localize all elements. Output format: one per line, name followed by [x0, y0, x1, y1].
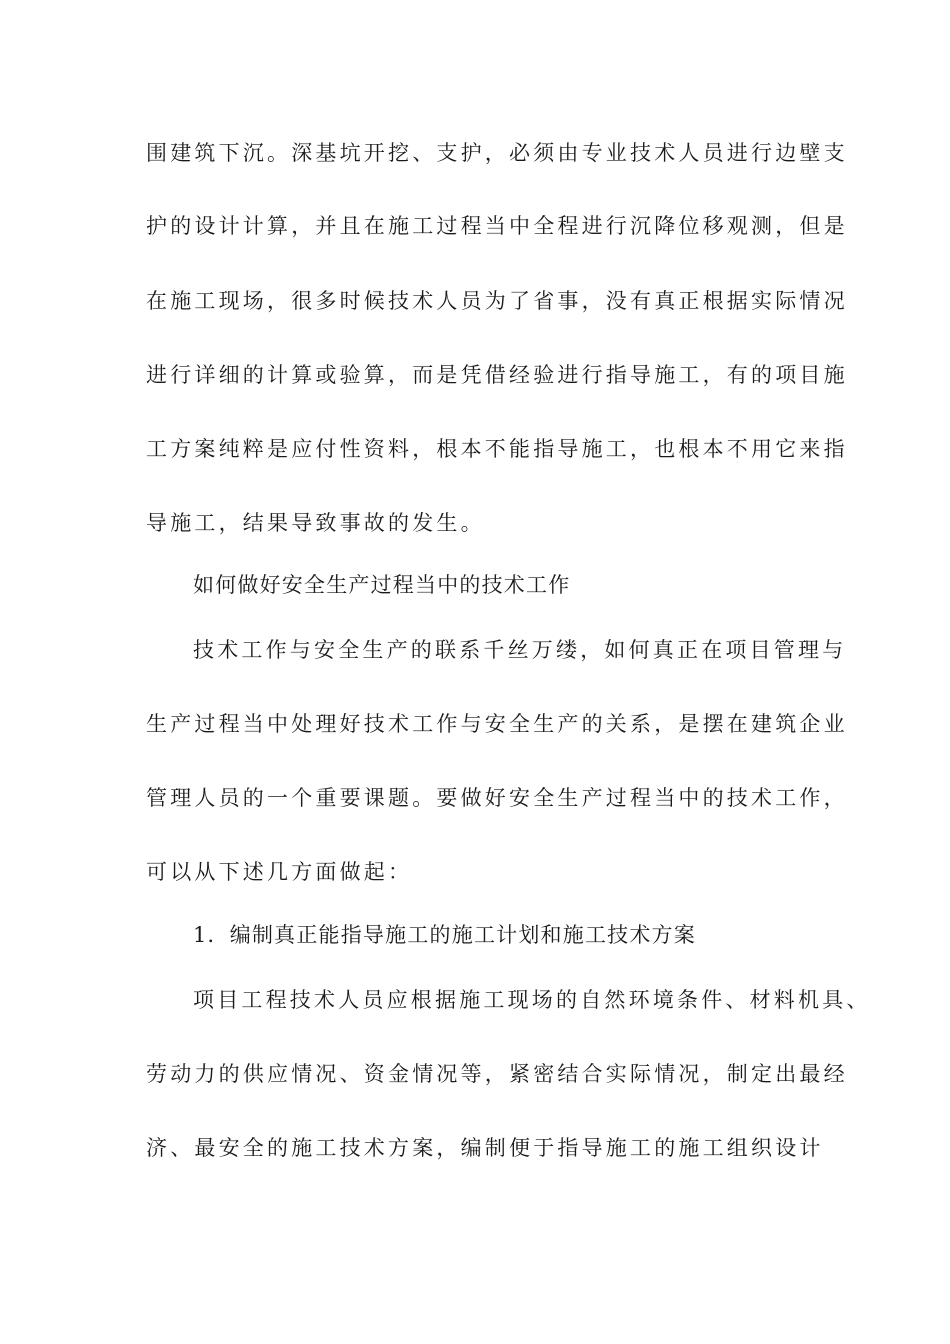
- paragraph-line: 护的设计计算，并且在施工过程当中全程进行沉降位移观测，但是: [146, 214, 848, 238]
- paragraph-line: 济、最安全的施工技术方案，编制便于指导施工的施工组织设计: [146, 1136, 824, 1160]
- paragraph-line: 围建筑下沉。深基坑开挖、支护，必须由专业技术人员进行边壁支: [146, 141, 848, 165]
- numbered-heading: 1．编制真正能指导施工的施工计划和施工技术方案: [193, 923, 696, 947]
- section-heading: 如何做好安全生产过程当中的技术工作: [193, 573, 571, 597]
- paragraph-line: 管理人员的一个重要课题。要做好安全生产过程当中的技术工作，: [146, 786, 848, 810]
- paragraph-line: 导施工，结果导致事故的发生。: [146, 511, 485, 535]
- paragraph-line: 生产过程当中处理好技术工作与安全生产的关系，是摆在建筑企业: [146, 712, 848, 736]
- paragraph-line: 可以从下述几方面做起：: [146, 860, 413, 884]
- paragraph-line: 劳动力的供应情况、资金情况等，紧密结合实际情况，制定出最经: [146, 1062, 848, 1086]
- paragraph-line: 项目工程技术人员应根据施工现场的自然环境条件、材料机具、: [193, 988, 871, 1012]
- paragraph-line: 进行详细的计算或验算，而是凭借经验进行指导施工，有的项目施: [146, 363, 848, 387]
- paragraph-line: 工方案纯粹是应付性资料，根本不能指导施工，也根本不用它来指: [146, 437, 848, 461]
- paragraph-line: 技术工作与安全生产的联系千丝万缕，如何真正在项目管理与: [193, 638, 847, 662]
- paragraph-line: 在施工现场，很多时候技术人员为了省事，没有真正根据实际情况: [146, 289, 848, 313]
